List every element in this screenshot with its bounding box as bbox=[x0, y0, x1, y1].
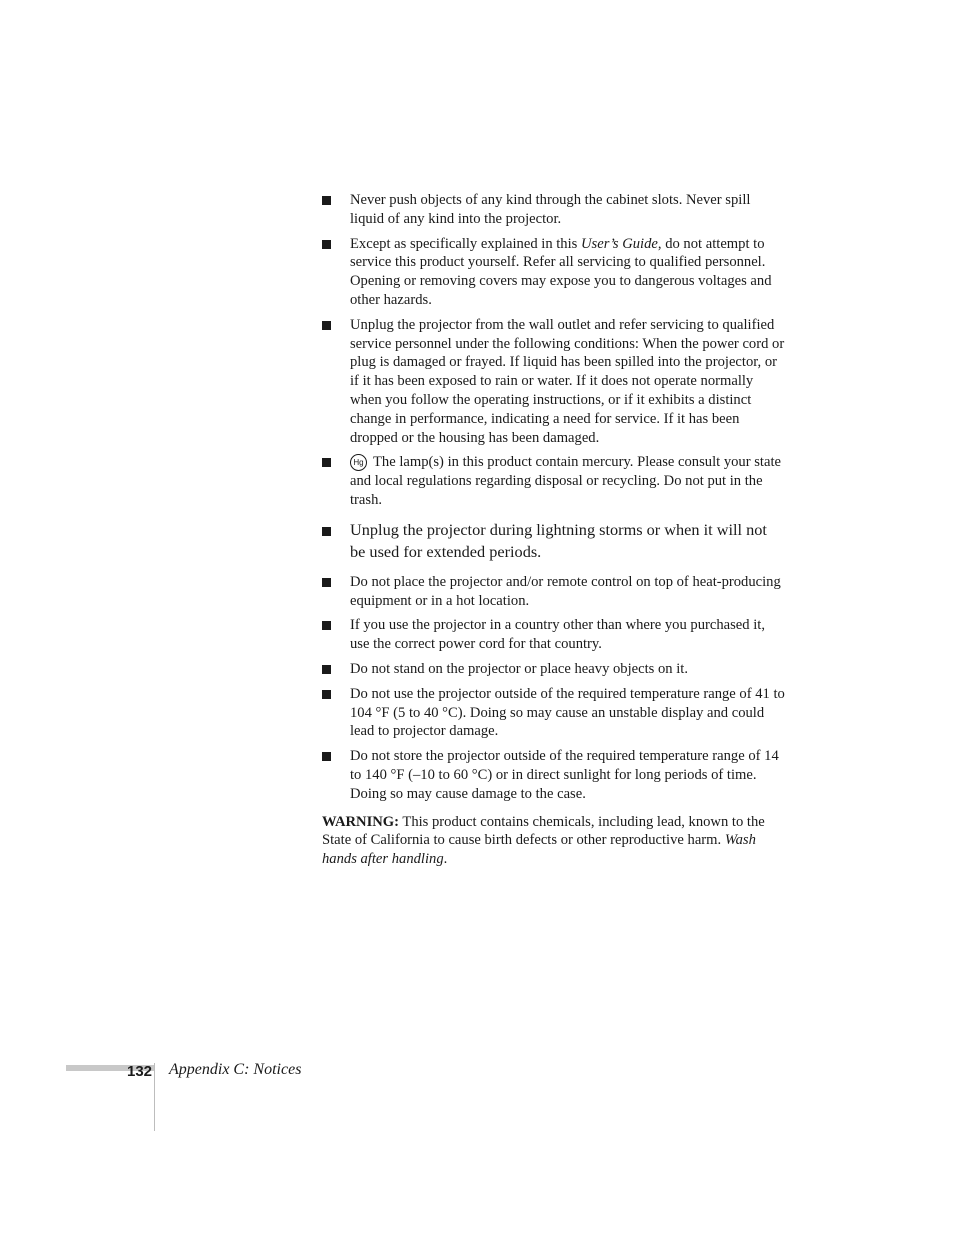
list-item-text: The lamp(s) in this product contain mercury. Please consult your state and local regulations regarding disposal or recycling. Do not put in the trash. bbox=[350, 454, 781, 508]
list-item-text: Unplug the projector during lightning storms or when it will not be used for extended periods. bbox=[350, 519, 767, 561]
bullet-square-icon bbox=[322, 621, 331, 630]
bullet-square-icon bbox=[322, 578, 331, 587]
users-guide-title: User’s Guide bbox=[581, 235, 658, 252]
notice-content bbox=[322, 191, 786, 869]
bullet-square-icon bbox=[322, 196, 331, 205]
page-number: 132 bbox=[127, 1063, 153, 1080]
warning-text: This product contains chemicals, including lead, known to the State of California to cause birth defects or other reproductive harm. bbox=[322, 813, 765, 849]
list-item bbox=[322, 573, 786, 611]
list-item-text: If you use the projector in a country other than where you purchased it, use the correct power cord for that country. bbox=[350, 617, 765, 653]
bullet-square-icon bbox=[322, 321, 331, 330]
list-item-text: , do not attempt to service this product yourself. Refer all servicing to qualified personnel. Opening or removing covers may expose you to dangerous voltages and other hazards. bbox=[350, 235, 772, 308]
list-item bbox=[322, 660, 786, 679]
list-item bbox=[322, 191, 786, 229]
list-item-text: Do not use the projector outside of the required temperature range of 41 to 104 °F (5 to 40 °C). Doing so may cause an unstable display and could lead to projector damage. bbox=[350, 685, 785, 740]
california-warning bbox=[322, 813, 786, 869]
warning-label: WARNING: bbox=[322, 813, 400, 830]
footer-divider bbox=[154, 1063, 155, 1131]
list-item-text: Except as specifically explained in this bbox=[350, 235, 581, 252]
list-item-text: Never push objects of any kind through the cabinet slots. Never spill liquid of any kind into the projector. bbox=[350, 192, 751, 227]
bullet-square-icon bbox=[322, 240, 331, 249]
warning-emphasis: Wash hands after handling bbox=[322, 832, 756, 868]
list-item bbox=[322, 316, 786, 448]
warning-end: . bbox=[443, 851, 448, 868]
list-item-text: Do not store the projector outside of the required temperature range of 14 to 140 °F (–10 to 60 °C) or in direct sunlight for long periods of time. Doing so may cause damage to the case. bbox=[350, 748, 779, 802]
mercury-hg-icon: Hg bbox=[350, 454, 367, 471]
list-item-text: Unplug the projector from the wall outlet and refer servicing to qualified service personnel under the following conditions: When the power cord or plug is damaged or frayed. If liquid has been spilled into the projector, or if it has been exposed to rain or water. If it does not operate normally when you follow the operating instructions, or if it exhibits a distinct change in performance, indicating a need for service. If it has been dropped or the housing has been damaged. bbox=[350, 316, 785, 446]
section-title: Appendix C: Notices bbox=[169, 1061, 302, 1078]
list-item bbox=[322, 747, 786, 803]
bullet-square-icon bbox=[322, 527, 331, 536]
list-item bbox=[322, 235, 786, 310]
list-item-text: Do not stand on the projector or place heavy objects on it. bbox=[350, 660, 688, 677]
bullet-square-icon bbox=[322, 458, 331, 467]
list-item bbox=[322, 616, 786, 654]
list-item bbox=[322, 453, 786, 509]
list-item bbox=[322, 519, 786, 563]
bullet-square-icon bbox=[322, 665, 331, 674]
list-item bbox=[322, 685, 786, 741]
bullet-square-icon bbox=[322, 752, 331, 761]
bullet-square-icon bbox=[322, 690, 331, 699]
list-item-text: Do not place the projector and/or remote control on top of heat-producing equipment or in a hot location. bbox=[350, 573, 781, 609]
